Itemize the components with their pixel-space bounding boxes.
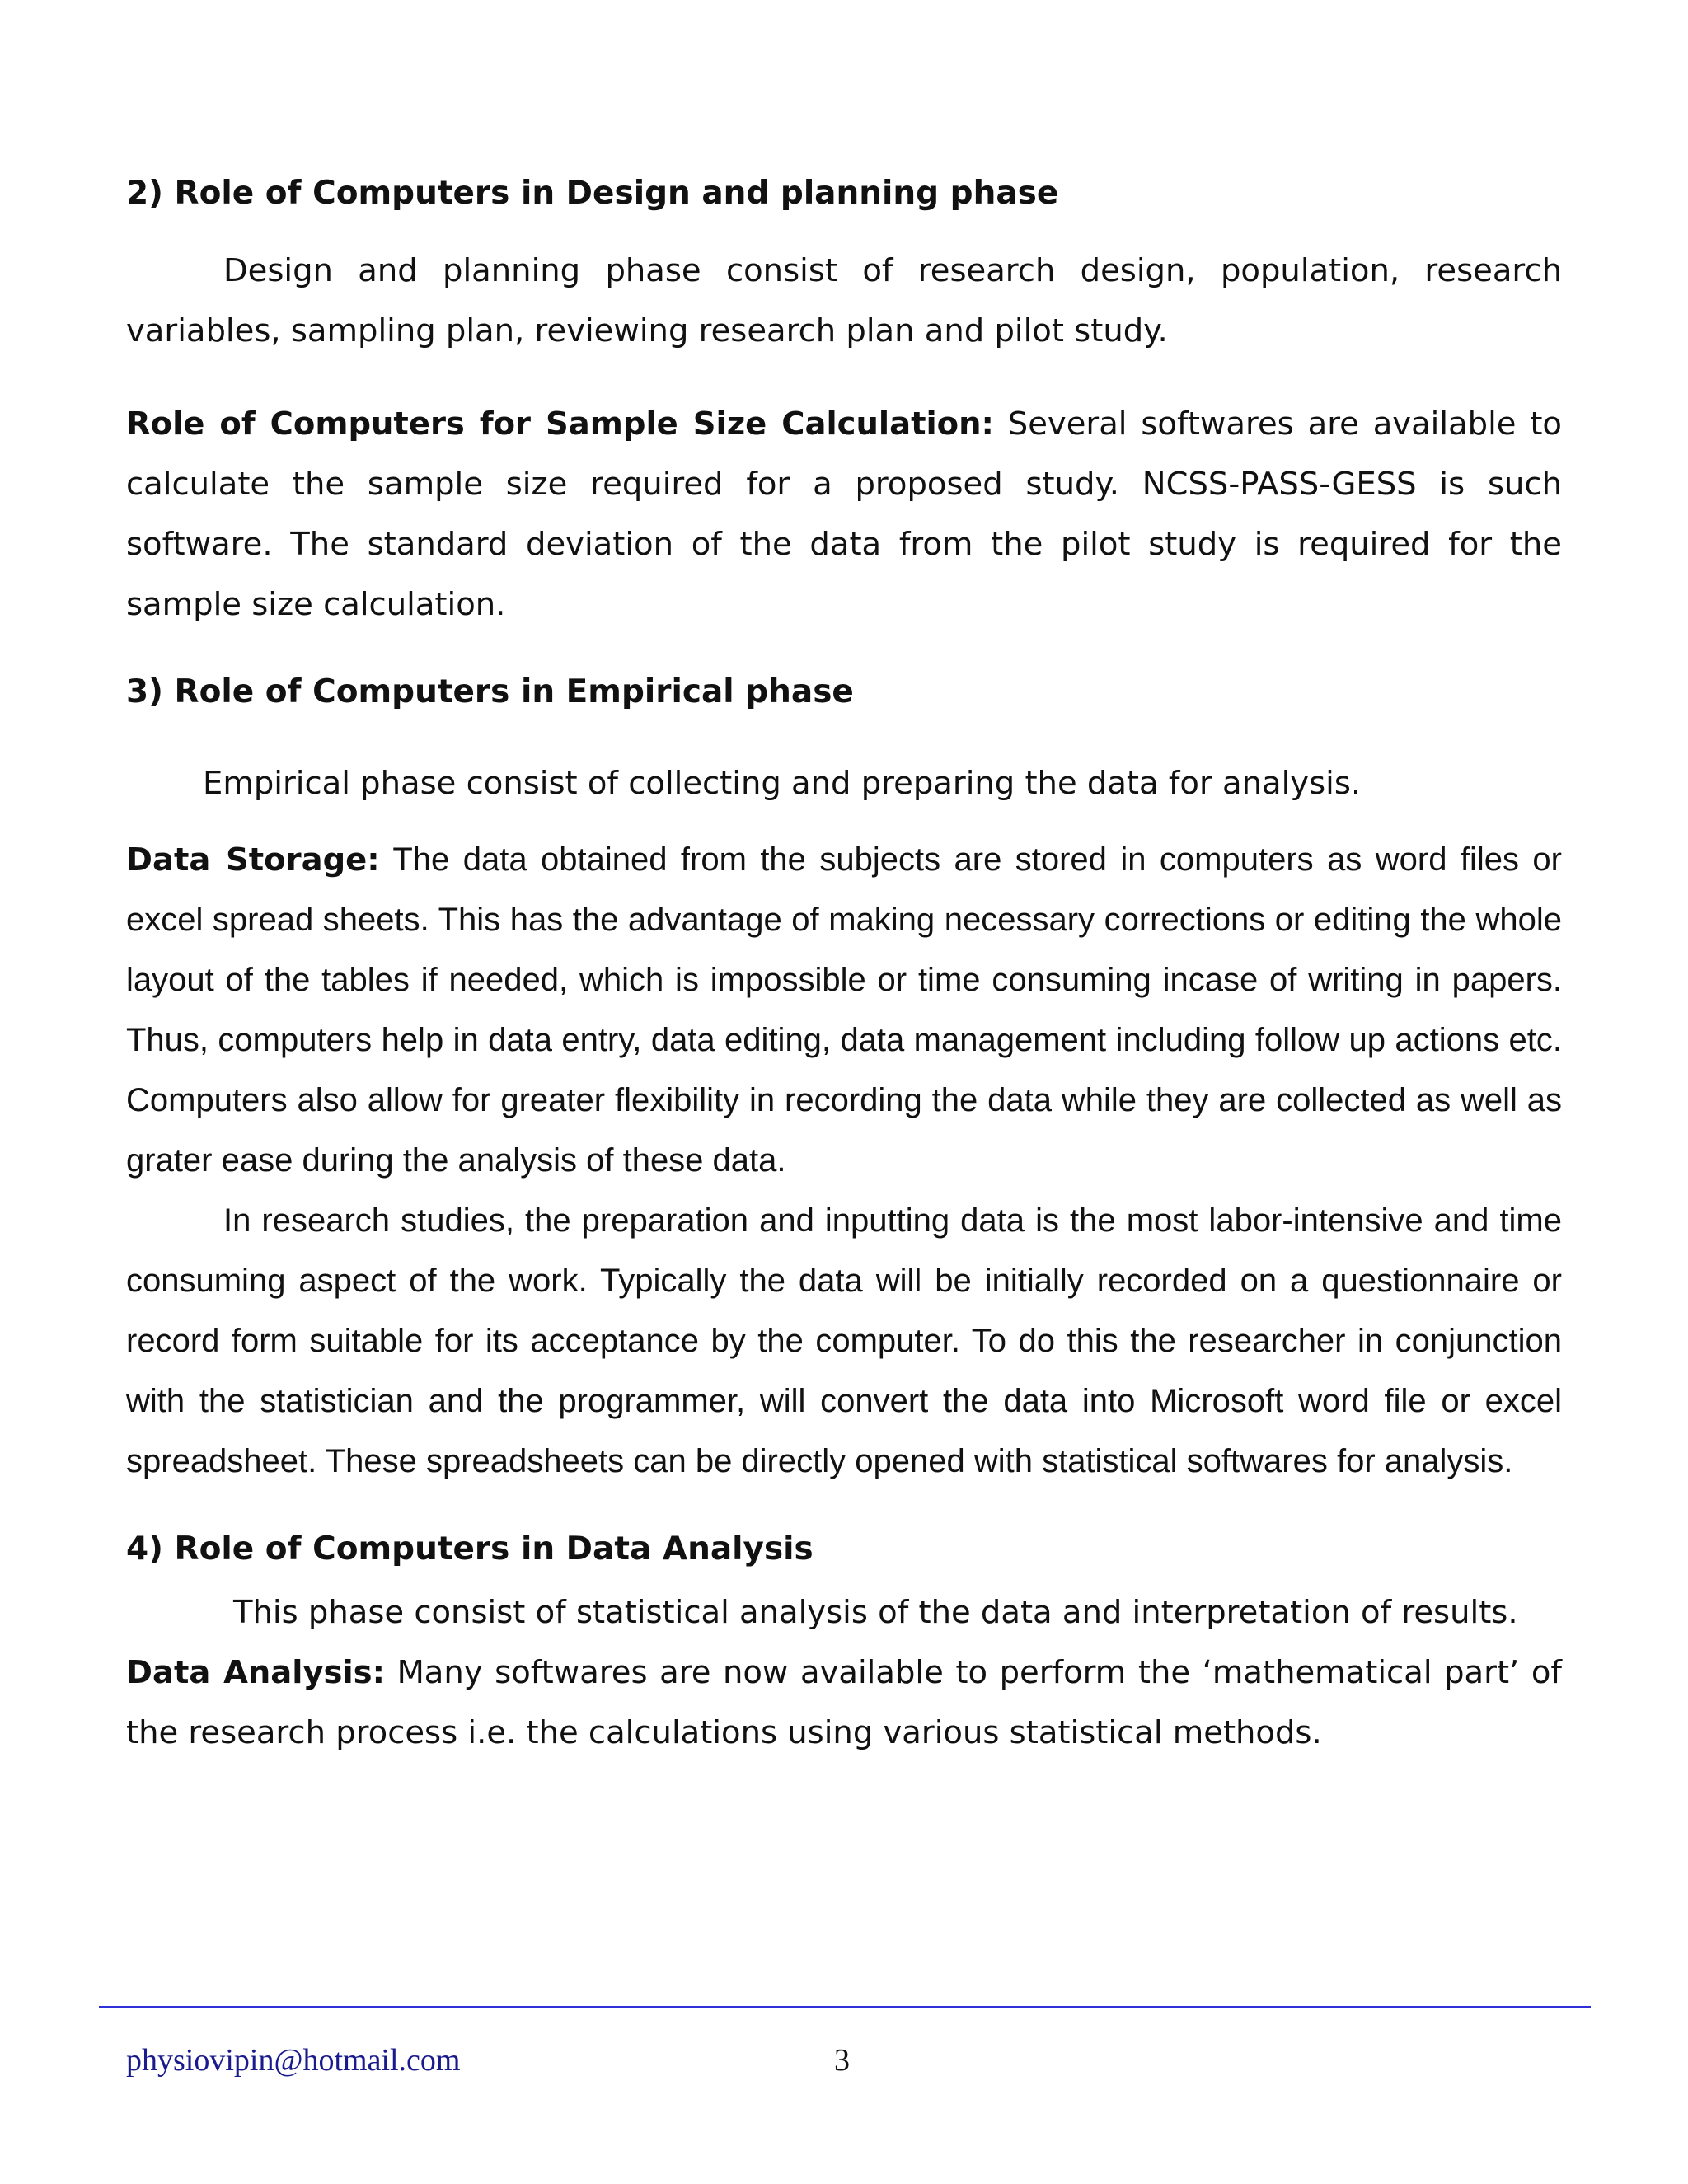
section-2-intro: Design and planning phase consist of research design, population, research variables, sampling plan, reviewing research plan and pilot study. <box>126 252 1562 349</box>
data-analysis-text: Many softwares are now available to perform the ‘mathematical part’ of the research process i.e. the calculations using various statistical methods. <box>126 1654 1562 1751</box>
sample-size-text: Several softwares are available to calculate the sample size required for a proposed study. NCSS-PASS-GESS is such software. The standard deviation of the data from the pilot study is required for the sample size calculation. <box>126 405 1562 623</box>
page-number: 3 <box>834 2043 850 2078</box>
sample-size-paragraph <box>126 394 1562 635</box>
data-analysis-lead: Data Analysis: <box>126 1654 385 1691</box>
section-4-intro: This phase consist of statistical analysis of the data and interpretation of results. <box>233 1594 1518 1631</box>
section-2-heading: 2) Role of Computers in Design and planning phase <box>126 175 1059 212</box>
footer-divider <box>99 2006 1591 2008</box>
data-analysis-paragraph <box>126 1643 1562 1763</box>
sample-size-lead: Role of Computers for Sample Size Calculation: <box>126 405 994 443</box>
section-3-intro: Empirical phase consist of collecting and preparing the data for analysis. <box>203 765 1362 802</box>
research-studies-paragraph: In research studies, the preparation and inputting data is the most labor-intensive and time consuming aspect of the work. Typically the data will be initially recorded on a questionnaire or record form suitable for its acceptance by the computer. To do this the researcher in conjunction with the statistician and the programmer, will convert the data into Microsoft word file or excel spreadsheet. These spreadsheets can be directly opened with statistical softwares for analysis. <box>126 1202 1562 1479</box>
section-4-heading: 4) Role of Computers in Data Analysis <box>126 1530 814 1568</box>
data-storage-paragraph <box>126 830 1562 1191</box>
data-storage-lead: Data Storage: <box>126 841 380 879</box>
data-storage-text: The data obtained from the subjects are stored in computers as word files or excel spread sheets. This has the advantage of making necessary corrections or editing the whole layout of the tables if needed, which is impossible or time consuming incase of writing in papers. Thus, computers help in data entry, data editing, data management including follow up actions etc. Computers also allow for greater flexibility in recording the data while they are collected as well as grater ease during the analysis of these data. <box>126 841 1562 1179</box>
footer-email: physiovipin@hotmail.com <box>126 2043 461 2078</box>
page-content <box>126 169 1562 1763</box>
section-3-heading: 3) Role of Computers in Empirical phase <box>126 673 854 710</box>
